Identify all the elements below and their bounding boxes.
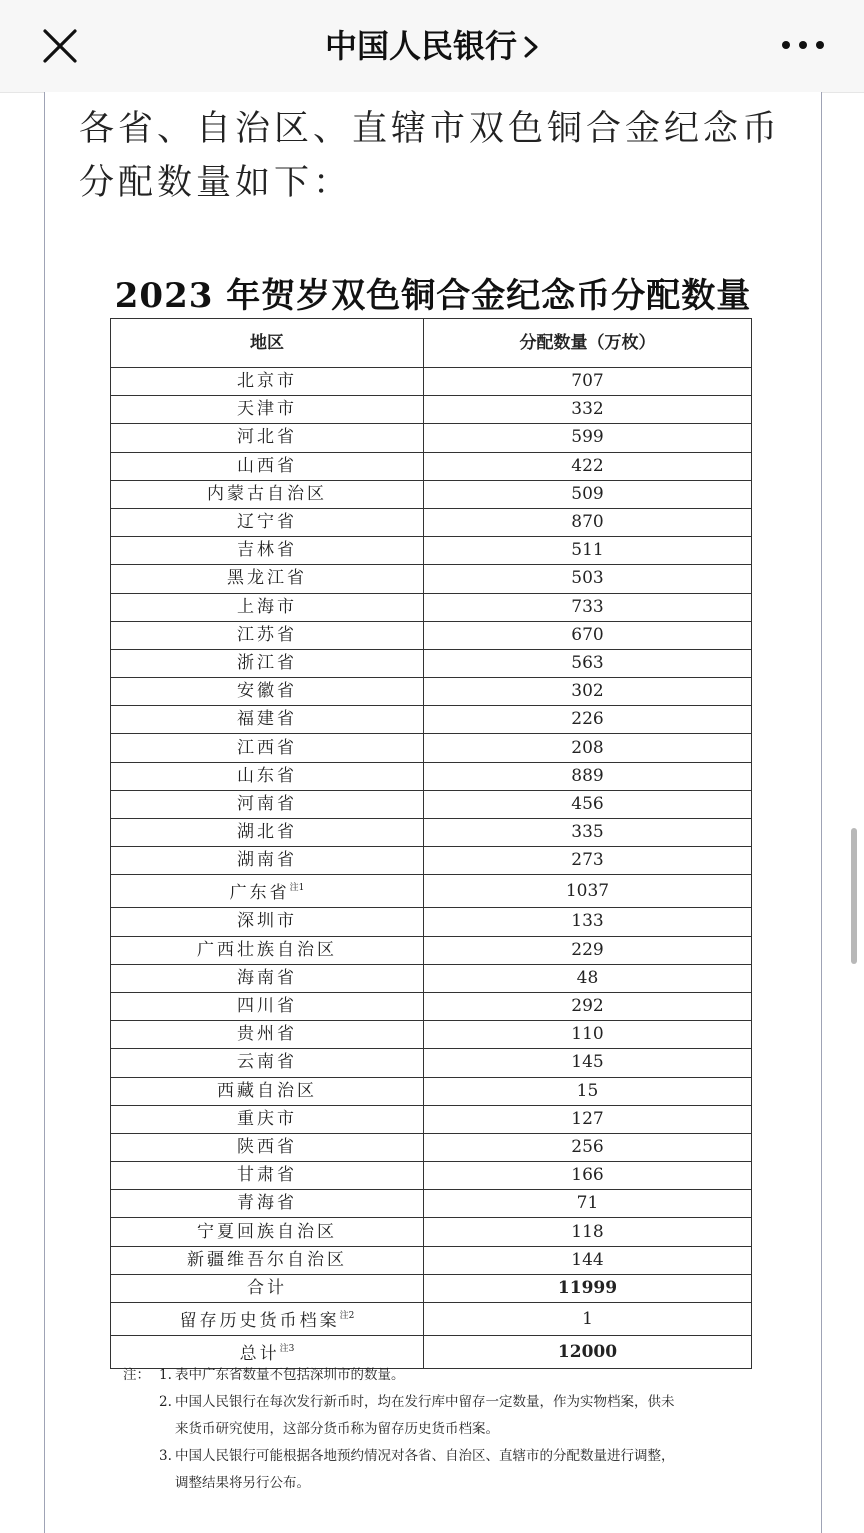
- region-name: 甘肃省: [237, 1165, 297, 1186]
- quantity-cell: 563: [424, 649, 752, 677]
- table-row: [111, 992, 752, 1020]
- region-name: 北京市: [237, 371, 297, 392]
- region-cell: [111, 649, 424, 677]
- quantity-cell: 456: [424, 790, 752, 818]
- region-name: 陕西省: [237, 1136, 297, 1157]
- quantity-cell: 71: [424, 1190, 752, 1218]
- footnote-marker: 注1: [289, 883, 305, 894]
- region-cell: [111, 908, 424, 936]
- region-name: 江西省: [237, 737, 297, 758]
- region-name: 留存历史货币档案: [179, 1311, 340, 1331]
- region-cell: [111, 1303, 424, 1336]
- region-cell: [111, 706, 424, 734]
- region-name: 内蒙古自治区: [207, 483, 327, 504]
- quantity-cell: 292: [424, 992, 752, 1020]
- region-cell: [111, 1049, 424, 1077]
- footnote-line: [123, 1362, 773, 1389]
- table-row: [111, 875, 752, 908]
- table-row: [111, 1246, 752, 1274]
- quantity-cell: 226: [424, 706, 752, 734]
- header-region: 地区: [111, 319, 424, 368]
- quantity-cell: 15: [424, 1077, 752, 1105]
- region-name: 青海省: [237, 1193, 297, 1214]
- region-name: 吉林省: [237, 540, 297, 561]
- table-row: [111, 508, 752, 536]
- table-row: [111, 1162, 752, 1190]
- quantity-cell: 1: [424, 1303, 752, 1336]
- region-cell: [111, 1077, 424, 1105]
- region-name: 山西省: [237, 455, 297, 476]
- table-row: [111, 424, 752, 452]
- region-name: 云南省: [237, 1052, 297, 1073]
- footnote-line: [123, 1389, 773, 1416]
- region-name: 贵州省: [237, 1024, 297, 1045]
- footnote-marker: 注3: [279, 1344, 295, 1354]
- footnote-number: 2.: [159, 1394, 172, 1410]
- footnote-label: [123, 1470, 159, 1497]
- region-name: 天津市: [237, 399, 297, 420]
- quantity-cell: 503: [424, 565, 752, 593]
- top-bar: [0, 0, 864, 93]
- quantity-cell: 11999: [424, 1274, 752, 1302]
- region-cell: [111, 1218, 424, 1246]
- region-cell: [111, 678, 424, 706]
- table-row: [111, 908, 752, 936]
- region-name: 浙江省: [237, 652, 297, 673]
- table-row: [111, 368, 752, 396]
- region-name: 合计: [247, 1277, 287, 1298]
- quantity-cell: 273: [424, 847, 752, 875]
- table-row: [111, 964, 752, 992]
- region-cell: [111, 1162, 424, 1190]
- quantity-cell: 12000: [424, 1336, 752, 1369]
- quantity-cell: 133: [424, 908, 752, 936]
- region-name: 河南省: [237, 793, 297, 814]
- table-row: [111, 790, 752, 818]
- table-row: [111, 847, 752, 875]
- quantity-cell: 127: [424, 1105, 752, 1133]
- region-name: 福建省: [237, 709, 297, 730]
- region-name: 安徽省: [237, 681, 297, 702]
- table-row: [111, 1303, 752, 1336]
- region-cell: [111, 1133, 424, 1161]
- quantity-cell: 145: [424, 1049, 752, 1077]
- region-name: 山东省: [237, 765, 297, 786]
- region-name: 湖南省: [237, 850, 297, 871]
- table-row: [111, 706, 752, 734]
- table-row: [111, 819, 752, 847]
- region-name: 江苏省: [237, 624, 297, 645]
- footnote-marker: 注2: [339, 1311, 355, 1321]
- quantity-cell: 118: [424, 1218, 752, 1246]
- footnote-label: [123, 1443, 159, 1470]
- region-name: 广西壮族自治区: [197, 939, 337, 960]
- region-cell: [111, 537, 424, 565]
- quantity-cell: 1037: [424, 875, 752, 908]
- table-row: [111, 936, 752, 964]
- region-name: 湖北省: [237, 822, 297, 843]
- table-row: [111, 762, 752, 790]
- quantity-cell: 870: [424, 508, 752, 536]
- table-row: [111, 1274, 752, 1302]
- quantity-cell: 48: [424, 964, 752, 992]
- region-name: 河北省: [237, 427, 297, 448]
- region-cell: [111, 790, 424, 818]
- footnote-line: [123, 1416, 773, 1443]
- more-horizontal-icon: [780, 30, 826, 60]
- table-row: [111, 593, 752, 621]
- table-row: [111, 621, 752, 649]
- quantity-cell: 229: [424, 936, 752, 964]
- footnote-number: 1.: [159, 1367, 172, 1383]
- scrollbar-thumb[interactable]: [851, 828, 857, 964]
- region-cell: [111, 1274, 424, 1302]
- quantity-cell: 733: [424, 593, 752, 621]
- region-cell: [111, 819, 424, 847]
- region-cell: [111, 1105, 424, 1133]
- region-name: 深圳市: [237, 911, 297, 932]
- region-cell: [111, 593, 424, 621]
- footnote-text: 中国人民银行可能根据各地预约情况对各省、自治区、直辖市的分配数量进行调整，: [175, 1448, 675, 1464]
- quantity-cell: 166: [424, 1162, 752, 1190]
- table-row: [111, 1077, 752, 1105]
- table-header-row: [111, 319, 752, 368]
- more-button[interactable]: [780, 30, 826, 60]
- region-cell: [111, 480, 424, 508]
- region-name: 总计: [239, 1344, 280, 1364]
- table-row: [111, 1190, 752, 1218]
- quantity-cell: 302: [424, 678, 752, 706]
- region-cell: [111, 396, 424, 424]
- region-cell: [111, 565, 424, 593]
- region-cell: [111, 847, 424, 875]
- quantity-cell: 332: [424, 396, 752, 424]
- region-cell: [111, 875, 424, 908]
- region-cell: [111, 734, 424, 762]
- quantity-cell: 670: [424, 621, 752, 649]
- region-cell: [111, 368, 424, 396]
- footnote-text: 中国人民银行在每次发行新币时，均在发行库中留存一定数量，作为实物档案，供未: [175, 1394, 675, 1410]
- region-name: 重庆市: [237, 1108, 297, 1129]
- table-row: [111, 396, 752, 424]
- region-name: 广东省: [229, 883, 290, 904]
- footnote-label: [123, 1416, 159, 1443]
- quantity-cell: 599: [424, 424, 752, 452]
- region-name: 西藏自治区: [217, 1080, 317, 1101]
- region-name: 四川省: [237, 996, 297, 1017]
- chevron-right-icon: [523, 26, 539, 70]
- table-row: [111, 480, 752, 508]
- quantity-cell: 208: [424, 734, 752, 762]
- quantity-cell: 256: [424, 1133, 752, 1161]
- table-row: [111, 1021, 752, 1049]
- quantity-cell: 144: [424, 1246, 752, 1274]
- region-cell: [111, 452, 424, 480]
- quantity-cell: 707: [424, 368, 752, 396]
- footnote-text: 来货币研究使用，这部分货币称为留存历史货币档案。: [175, 1421, 499, 1437]
- region-cell: [111, 508, 424, 536]
- quantity-cell: 889: [424, 762, 752, 790]
- table-row: [111, 1105, 752, 1133]
- header-quantity: 分配数量（万枚）: [424, 319, 752, 368]
- footnote-text: 调整结果将另行公布。: [175, 1475, 310, 1491]
- intro-paragraph: 各省、自治区、直辖市双色铜合金纪念币分配数量如下：: [79, 109, 782, 203]
- region-name: 黑龙江省: [227, 568, 307, 589]
- region-cell: [111, 424, 424, 452]
- footnotes: [123, 1362, 773, 1497]
- table-row: [111, 1049, 752, 1077]
- footnote-line: [123, 1470, 773, 1497]
- table-row: [111, 565, 752, 593]
- table-title: 2023 年贺岁双色铜合金纪念币分配数量: [114, 276, 752, 316]
- footnote-line: [123, 1443, 773, 1470]
- table-row: [111, 678, 752, 706]
- quantity-cell: 422: [424, 452, 752, 480]
- footnote-number: [159, 1470, 175, 1497]
- region-name: 上海市: [237, 596, 297, 617]
- region-cell: [111, 992, 424, 1020]
- footnote-text: 表中广东省数量不包括深圳市的数量。: [175, 1367, 405, 1383]
- region-cell: [111, 964, 424, 992]
- footnote-label: [123, 1389, 159, 1416]
- region-name: 海南省: [237, 967, 297, 988]
- footnote-number: 3.: [159, 1448, 172, 1464]
- region-cell: [111, 1190, 424, 1218]
- region-cell: [111, 1246, 424, 1274]
- quantity-cell: 509: [424, 480, 752, 508]
- region-cell: [111, 621, 424, 649]
- region-cell: [111, 1021, 424, 1049]
- region-name: 宁夏回族自治区: [197, 1221, 337, 1242]
- quantity-cell: 335: [424, 819, 752, 847]
- distribution-table: [110, 318, 752, 1369]
- region-cell: [111, 762, 424, 790]
- table-row: [111, 649, 752, 677]
- table-row: [111, 734, 752, 762]
- table-row: [111, 1133, 752, 1161]
- table-row: [111, 452, 752, 480]
- page-title: 中国人民银行: [324, 27, 517, 65]
- footnote-label: 注：: [123, 1367, 150, 1383]
- region-name: 新疆维吾尔自治区: [187, 1249, 347, 1270]
- account-title-link[interactable]: [0, 24, 864, 70]
- quantity-cell: 110: [424, 1021, 752, 1049]
- table-row: [111, 1218, 752, 1246]
- footnote-number: [159, 1416, 175, 1443]
- region-cell: [111, 936, 424, 964]
- table-row: [111, 537, 752, 565]
- quantity-cell: 511: [424, 537, 752, 565]
- article-content: [44, 92, 822, 1533]
- region-name: 辽宁省: [237, 512, 297, 533]
